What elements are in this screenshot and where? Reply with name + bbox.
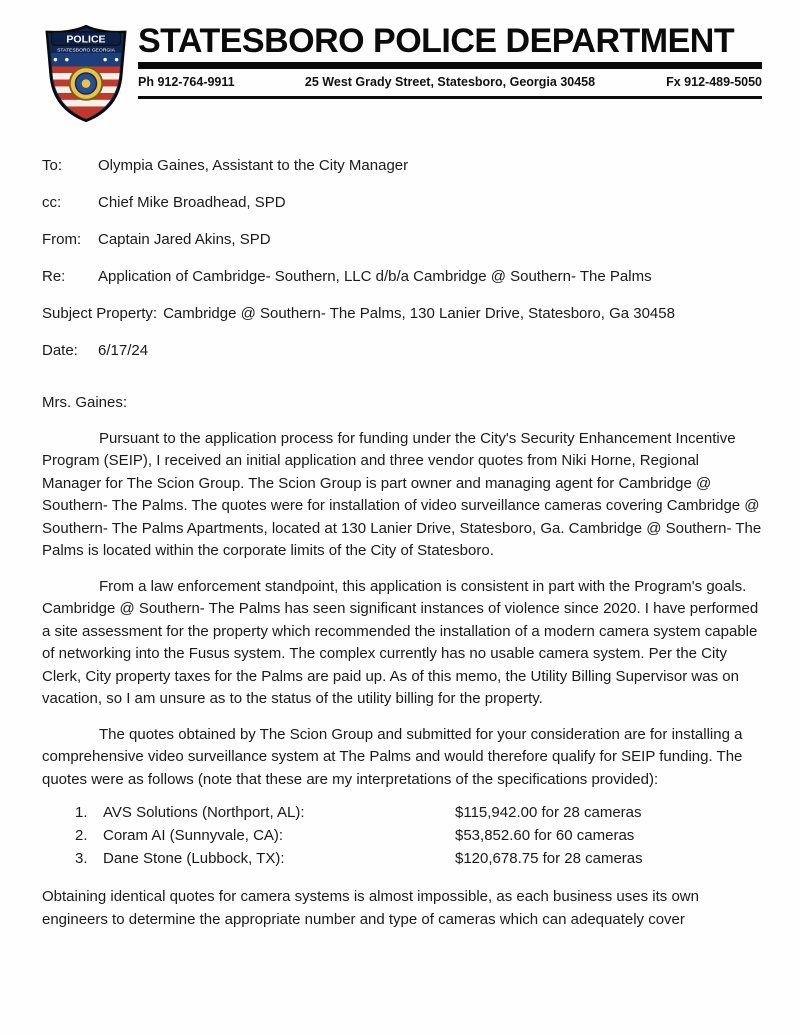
memo-label-to: To:	[42, 157, 63, 174]
memo-row-subject-property	[42, 305, 762, 323]
letterhead-text-block	[138, 22, 762, 99]
memo-row-date	[42, 342, 762, 360]
quote-vendor: AVS Solutions (Northport, AL):	[103, 804, 305, 821]
fax-number: Fx 912-489-5050	[666, 75, 763, 90]
quote-vendor: Dane Stone (Lubbock, TX):	[103, 850, 285, 867]
letter-body	[42, 392, 762, 931]
memo-label-re: Re:	[42, 268, 66, 285]
memo-value-re: Application of Cambridge- Southern, LLC d/b/a Cambridge @ Southern- The Palms	[98, 268, 652, 285]
body-paragraph-1: Pursuant to the application process for funding under the City's Security Enhancement Incentive Program (SEIP), I received an initial application and three vendor quotes from Niki Horne, Regional Manager for The Scion Group. The Scion Group is part owner and managing agent for Cambridge @ Southern- The Palms. The quotes were for installation of video surveillance cameras covering Cambridge @ Southern- The Palms Apartments, located at 130 Lanier Drive, Statesboro, Ga. Cambridge @ Southern- The Palms is located within the corporate limits of the City of Statesboro.	[42, 429, 762, 559]
police-badge-logo	[42, 22, 138, 127]
memo-value-from: Captain Jared Akins, SPD	[98, 231, 271, 248]
memo-label-cc: cc:	[42, 194, 62, 211]
quote-number: 2.	[75, 827, 88, 844]
phone-number: Ph 912-764-9911	[138, 75, 235, 90]
memo-row-from	[42, 231, 762, 249]
department-title: STATESBORO POLICE DEPARTMENT	[138, 22, 735, 60]
badge-city-text: STATESBORO GEORGIA	[57, 48, 115, 54]
memo-label-from: From:	[42, 231, 82, 248]
memo-label-subject-property: Subject Property:	[42, 305, 158, 322]
body-paragraph-2: From a law enforcement standpoint, this application is consistent in part with the Program's goals. Cambridge @ Southern- The Palms has seen significant instances of violence since 2020. I have performed a site assessment for the property which recommended the installation of a modern camera system capable of networking into the Fusus system. The complex currently has no usable camera system. Per the City Clerk, City property taxes for the Palms are paid up. As of this memo, the Utility Billing Supervisor was on vacation, so I am unsure as to the status of the utility billing for the property.	[42, 577, 759, 707]
memo-value-subject-property: Cambridge @ Southern- The Palms, 130 Lanier Drive, Statesboro, Ga 30458	[163, 305, 675, 322]
salutation: Mrs. Gaines:	[42, 394, 128, 411]
quote-vendor: Coram AI (Sunnyvale, CA):	[103, 827, 284, 844]
quote-amount: $53,852.60 for 60 cameras	[455, 827, 635, 844]
memo-label-date: Date:	[42, 342, 78, 359]
memo-value-cc: Chief Mike Broadhead, SPD	[98, 194, 286, 211]
closing-paragraph: Obtaining identical quotes for camera systems is almost impossible, as each business uses its own engineers to determine the appropriate number and type of cameras which can adequately cover	[42, 888, 699, 928]
memo-row-re	[42, 268, 762, 286]
memo-value-to: Olympia Gaines, Assistant to the City Manager	[98, 157, 409, 174]
quote-number: 3.	[75, 850, 88, 867]
street-address: 25 West Grady Street, Statesboro, Georgia 30458	[304, 75, 596, 90]
vendor-quotes-list	[42, 801, 762, 870]
memo-fields	[42, 157, 762, 360]
header-divider-thick	[138, 62, 762, 69]
memo-value-date: 6/17/24	[98, 342, 149, 359]
memo-row-to	[42, 157, 762, 175]
quote-row-2	[42, 824, 762, 847]
quote-row-1	[42, 801, 762, 824]
police-badge-icon	[42, 24, 130, 122]
letterhead	[42, 22, 762, 127]
quote-row-3	[42, 847, 762, 870]
quote-number: 1.	[75, 804, 88, 821]
quote-amount: $120,678.75 for 28 cameras	[455, 850, 643, 867]
quote-amount: $115,942.00 for 28 cameras	[455, 804, 642, 821]
contact-row	[138, 69, 762, 99]
badge-banner-text: POLICE	[66, 33, 106, 46]
memo-row-cc	[42, 194, 762, 212]
body-paragraph-3: The quotes obtained by The Scion Group and submitted for your consideration are for installing a comprehensive video surveillance system at The Palms and would therefore qualify for SEIP funding. The quotes were as follows (note that these are my interpretations of the specifications provided):	[42, 725, 743, 788]
